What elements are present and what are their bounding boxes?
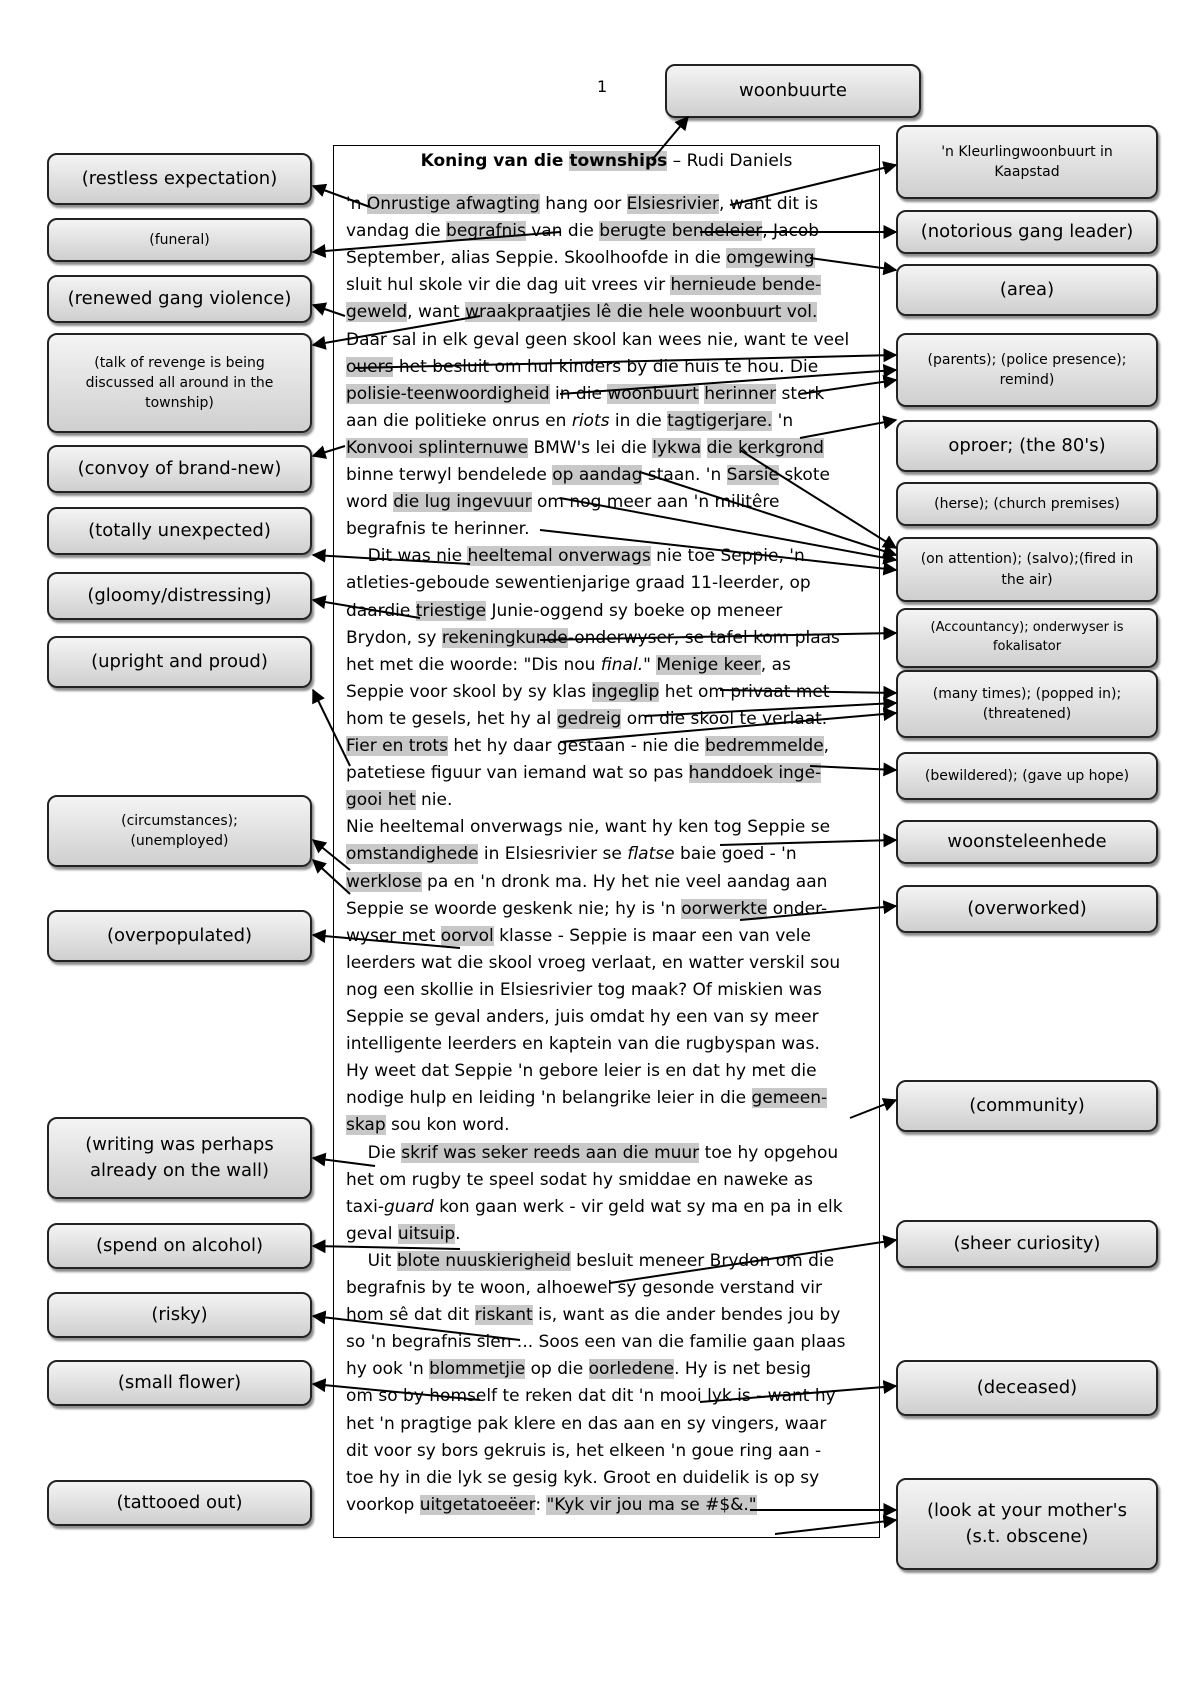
note-text: (look at your mother's [926, 1499, 1127, 1521]
highlighted-word: die lug ingevuur [393, 492, 532, 513]
note-text: (convoy of brand-new) [77, 457, 282, 479]
highlighted-word: die kerkgrond [706, 437, 824, 458]
highlighted-word: geweld [346, 302, 408, 323]
note-text: (overworked) [967, 897, 1087, 919]
text-run: binne terwyl bendelede [346, 465, 553, 485]
text-run: , want dit is [718, 194, 819, 214]
article-line [346, 519, 530, 539]
note-text: Kaapstad [994, 164, 1060, 180]
article-line [346, 1143, 838, 1163]
article-line [346, 1441, 821, 1461]
text-run: leerders wat die skool vroeg verlaat, en watter verskil sou [346, 952, 841, 973]
text-run: om die skool te verlaat. [621, 708, 828, 729]
article-line [346, 1468, 819, 1488]
text-run: besluit meneer Brydon om die [570, 1250, 835, 1271]
highlighted-word: gooi het [346, 790, 416, 811]
article-line [346, 1197, 843, 1217]
page-number: 1 [597, 77, 608, 96]
text-run: September, alias Seppie. Skoolhoofde in die [346, 248, 727, 269]
text-run: skote [778, 465, 830, 485]
note-text: (upright and proud) [91, 650, 268, 672]
highlighted-word: heeltemal onverwags [467, 546, 651, 567]
note-text: (many times); (popped in); [932, 685, 1122, 702]
text-run: Hy weet dat Seppie 'n gebore leier is en dat hy met die [346, 1061, 817, 1082]
note-woonsteleenhede [896, 820, 1158, 864]
text-run: kon gaan werk - vir geld wat sy ma en pa in elk [433, 1196, 843, 1217]
highlighted-word: rekeningkunde [441, 627, 568, 648]
text-run: toe hy in die lyk se gesig kyk. Groot en duidelik is op sy [346, 1467, 820, 1488]
note-text: (funeral) [149, 231, 210, 248]
text-run: 'n [772, 410, 794, 431]
highlighted-word: riskant [474, 1305, 533, 1326]
note-text: township) [145, 395, 214, 412]
highlighted-word: oorledene [588, 1359, 675, 1380]
text-run: baie goed - 'n [674, 844, 797, 865]
note-woonbuurte [665, 64, 921, 118]
text-run: Brydon, sy [346, 627, 442, 648]
note-text: (talk of revenge is being [94, 354, 265, 371]
text-run: vandag die [346, 221, 447, 242]
text-run: patetiese figuur van iemand wat so pas [346, 763, 689, 784]
article-line [346, 682, 830, 702]
italic-word: flatse [627, 844, 675, 865]
text-run: 'n [346, 194, 367, 214]
article-line [346, 1224, 461, 1244]
note-text: (overpopulated) [106, 924, 253, 946]
text-run: , Jacob [762, 221, 820, 242]
text-run: in Elsiesrivier se [478, 844, 628, 865]
text-run: sluit hul skole vir die dag uit vrees vir [346, 275, 671, 296]
highlighted-word: oorvol [440, 925, 494, 946]
article-line [346, 872, 827, 892]
article-line [346, 573, 811, 593]
highlighted-word: gemeen- [751, 1088, 828, 1109]
text-run: het met die woorde: "Dis nou [346, 654, 601, 675]
note-many-times [896, 670, 1158, 738]
highlighted-word: skap [346, 1115, 386, 1136]
highlighted-word: omgewing [726, 248, 815, 269]
note-upright-and-proud [47, 636, 312, 688]
note-parents-police [896, 333, 1158, 407]
text-run: taxi- [346, 1196, 385, 1217]
highlighted-word: uitsuip [397, 1223, 456, 1244]
note-oproer [896, 420, 1158, 472]
article-line [346, 357, 818, 377]
article-line [346, 330, 849, 350]
text-run: geval [346, 1223, 398, 1244]
text-run: Seppie voor skool by sy klas [346, 681, 592, 702]
note-text: (Accountancy); onderwyser is [930, 620, 1124, 636]
note-text: 'n Kleurlingwoonbuurt in [941, 143, 1113, 160]
text-run: aan die politieke onrus en [346, 410, 572, 431]
text-run: hom te gesels, het hy al [346, 708, 557, 729]
highlighted-word: ouers [346, 356, 394, 377]
highlighted-word: Konvooi splinternuwe [346, 437, 529, 458]
article-line [346, 1115, 509, 1135]
note-circumstances [47, 795, 312, 867]
article-line [346, 492, 779, 512]
text-run: het om rugby te speel sodat hy smiddae en naweke as [346, 1169, 814, 1190]
note-community [896, 1080, 1158, 1132]
note-text: discussed all around in the [85, 374, 274, 391]
text-run: Seppie se woorde geskenk nie; hy is 'n [346, 898, 682, 919]
note-notorious-gang-leader [896, 210, 1158, 254]
article-line [346, 817, 830, 837]
note-text: the air) [1001, 571, 1053, 588]
highlighted-word: gedreig [556, 708, 622, 729]
note-text: already on the wall) [89, 1160, 270, 1181]
article-line [346, 1034, 820, 1054]
note-text: woonbuurte [739, 79, 847, 101]
text-run: Nie heeltemal onverwags nie, want hy ken tog Seppie se [346, 817, 831, 838]
note-text: woonsteleenhede [947, 830, 1107, 852]
text-run: hang oor [539, 194, 627, 214]
highlighted-word: Menige keer [656, 654, 761, 675]
article-line [346, 601, 782, 621]
text-run: om so by homself te reken dat dit 'n mooi lyk is - want hy [346, 1386, 836, 1407]
note-sheer-curiosity [896, 1220, 1158, 1268]
highlighted-word: skrif was seker reeds aan die muur [401, 1142, 700, 1163]
note-salvo [896, 537, 1158, 602]
text-run: daardie [346, 600, 416, 621]
article-line [346, 1359, 811, 1379]
highlighted-word: blote nuuskierigheid [396, 1250, 571, 1271]
article-line [346, 411, 793, 431]
text-run: het hy daar gestaan - nie die [447, 736, 705, 756]
text-run: pa en 'n dronk ma. Hy het nie veel aandag aan [421, 871, 828, 892]
text-run: sterk [776, 383, 825, 404]
highlighted-word: wraakpraatjies lê die hele woonbuurt vol. [465, 302, 818, 323]
note-overpopulated [47, 910, 312, 962]
article-line [346, 1170, 813, 1190]
text-run: Junie-oggend sy boeke op meneer [486, 600, 783, 621]
text-run: staan. 'n [642, 465, 727, 485]
text-run: het 'n pragtige pak klere en das aan en sy vingers, waar [346, 1413, 827, 1434]
note-funeral [47, 218, 312, 262]
article-line [346, 1332, 846, 1352]
italic-word: riots [571, 410, 610, 431]
highlighted-word: lykwa [652, 437, 702, 458]
note-text: (notorious gang leader) [920, 220, 1134, 242]
note-text: (restless expectation) [81, 167, 278, 189]
article-line [346, 899, 827, 919]
note-restless-expectation [47, 153, 312, 205]
article-line [346, 1305, 840, 1325]
text-run: dit voor sy bors gekruis is, het elkeen 'n goue ring aan - [346, 1440, 822, 1461]
text-run: toe hy opgehou [699, 1142, 839, 1163]
text-run: voorkop [346, 1494, 420, 1515]
note-look-at-your-mother [896, 1478, 1158, 1570]
article-line [346, 302, 817, 322]
text-run [701, 438, 706, 458]
highlighted-word: omstandighede [346, 844, 479, 865]
text-run: begrafnis te herinner. [346, 519, 530, 540]
text-run: Uit [346, 1250, 397, 1271]
title-text: Koning van die [420, 151, 570, 171]
text-run: begrafnis by te woon, alhoewel sy gesonde verstand vir [346, 1278, 822, 1298]
article-line [346, 1061, 817, 1081]
highlighted-word: Fier en trots [346, 736, 448, 756]
article-line [346, 763, 821, 783]
text-run: het om privaat met [659, 681, 830, 702]
article-line [346, 194, 818, 214]
note-tattooed-out [47, 1480, 312, 1526]
note-text: (risky) [151, 1303, 208, 1325]
text-run: : [535, 1494, 547, 1515]
text-run: onder- [767, 898, 828, 919]
text-run: . Hy is net besig [674, 1359, 812, 1380]
text-run: nog een skollie in Elsiesrivier tog maak? Of miskien was [346, 979, 822, 1000]
text-run: " [643, 654, 657, 675]
highlighted-word: blommetjie [429, 1359, 526, 1380]
highlighted-word: triestige [415, 600, 487, 621]
note-text: (herse); (church premises) [934, 495, 1120, 512]
note-text: (unemployed) [130, 833, 229, 849]
note-text: remind) [999, 372, 1055, 388]
text-run: Seppie se geval anders, juis omdat hy een van sy meer [346, 1007, 819, 1027]
note-text: (renewed gang violence) [67, 287, 292, 309]
article-line [346, 1414, 826, 1434]
note-deceased [896, 1360, 1158, 1416]
text-run: om nog meer aan 'n militêre [531, 492, 780, 513]
text-run: intelligente leerders en kaptein van die rugbyspan was. [346, 1034, 820, 1055]
article-line [346, 438, 824, 458]
note-talk-of-revenge [47, 333, 312, 433]
note-kleurlingwoonbuurt [896, 125, 1158, 199]
article-line [346, 926, 811, 946]
text-run: -onderwyser, se tafel kom plaas [567, 627, 840, 648]
highlighted-word: Sarsie [726, 465, 779, 485]
article-line [346, 709, 827, 729]
note-text: (gloomy/distressing) [87, 584, 272, 606]
note-text: (totally unexpected) [88, 519, 271, 541]
note-text: (on attention); (salvo);(fired in [920, 551, 1134, 568]
text-run: , as [760, 654, 791, 675]
note-text: (area) [999, 278, 1055, 300]
highlighted-word: op aandag [552, 465, 643, 485]
article-line [346, 275, 821, 295]
highlighted-word: uitgetatoeëer [419, 1494, 536, 1515]
note-text: fokalisator [992, 639, 1062, 654]
article-line [346, 546, 805, 566]
note-bewildered [896, 752, 1158, 800]
article-line [346, 844, 797, 864]
article-line [346, 1278, 822, 1298]
article-line [346, 628, 840, 648]
article-line [346, 790, 452, 810]
article-line [346, 1088, 827, 1108]
title-author: – Rudi Daniels [667, 151, 793, 171]
note-totally-unexpected [47, 507, 312, 555]
note-text: (sheer curiosity) [953, 1232, 1101, 1254]
highlighted-word: oorwerkte [681, 898, 768, 919]
text-run: hy ook 'n [346, 1359, 430, 1380]
title-highlight: townships [569, 151, 668, 171]
article-frame [333, 145, 880, 1538]
note-convoy [47, 445, 312, 493]
highlighted-word: handdoek inge- [688, 763, 822, 784]
highlighted-word: Elsiesrivier [626, 194, 719, 214]
article-line [346, 655, 791, 675]
italic-word: final. [600, 654, 644, 675]
text-run: sou kon word. [385, 1115, 510, 1136]
note-text: oproer; (the 80's) [948, 434, 1106, 456]
text-run: in die [549, 383, 608, 404]
article-line [346, 1386, 836, 1406]
note-text: (spend on alcohol) [96, 1234, 263, 1256]
article-line [346, 1495, 757, 1515]
article-line [346, 465, 830, 485]
article-line [346, 221, 819, 241]
note-area [896, 264, 1158, 316]
highlighted-word: woonbuurt [607, 383, 699, 404]
highlighted-word: ingeglip [591, 681, 660, 702]
note-herse [896, 482, 1158, 526]
highlighted-word: hernieude bende- [670, 275, 822, 296]
text-run: . [455, 1223, 461, 1244]
note-risky [47, 1292, 312, 1338]
note-accountancy [896, 608, 1158, 668]
note-writing-on-the-wall [47, 1117, 312, 1199]
text-run: Dit was nie [346, 546, 468, 567]
note-text: (deceased) [976, 1376, 1078, 1398]
text-run: op die [525, 1359, 589, 1380]
highlighted-word: polisie-teenwoordigheid [346, 383, 550, 404]
text-run: nie. [415, 790, 453, 811]
text-run: nie toe Seppie, 'n [650, 546, 805, 567]
text-run: is, want as die ander bendes jou by [532, 1305, 841, 1326]
highlighted-word: werklose [346, 871, 422, 892]
article-line [346, 248, 815, 268]
article-line [346, 736, 829, 756]
note-gloomy [47, 572, 312, 620]
note-text: (bewildered); (gave up hope) [924, 767, 1130, 784]
note-small-flower [47, 1360, 312, 1406]
article-line [346, 980, 822, 1000]
highlighted-word: Onrustige afwagting [366, 194, 540, 214]
text-run: so 'n begrafnis sien ... Soos een van die familie gaan plaas [346, 1332, 846, 1353]
note-text: (circumstances); [121, 812, 238, 829]
text-run: Die [346, 1142, 402, 1163]
highlighted-word: tagtigerjare. [667, 410, 773, 431]
text-run: van die [525, 221, 600, 242]
text-run: , want [407, 302, 466, 323]
text-run: atleties-geboude sewentienjarige graad 11-leerder, op [346, 573, 811, 594]
article-title [334, 151, 879, 171]
note-overworked [896, 885, 1158, 933]
text-run: BMW's lei die [528, 437, 653, 458]
article-line [346, 384, 824, 404]
article-line [346, 1007, 819, 1027]
note-text: (community) [969, 1094, 1085, 1116]
text-run: in die [609, 410, 668, 431]
note-text: (s.t. obscene) [965, 1526, 1089, 1547]
article-line [346, 1251, 834, 1271]
text-run: klasse - Seppie is maar een van vele [493, 925, 811, 946]
text-run: Daar sal in elk geval geen skool kan wees nie, want te veel [346, 329, 850, 350]
text-run: nodige hulp en leiding 'n belangrike leier in die [346, 1088, 752, 1109]
text-run: wyser met [346, 925, 441, 946]
note-text: (writing was perhaps [85, 1133, 274, 1155]
note-text: (tattooed out) [116, 1491, 243, 1513]
text-run: word [346, 492, 394, 513]
note-renewed-gang-violence [47, 275, 312, 323]
text-run: hom sê dat dit [346, 1305, 475, 1326]
highlighted-word: begrafnis [446, 221, 526, 242]
highlighted-word: berugte bendeleier [599, 221, 763, 242]
note-text: (threatened) [982, 706, 1072, 722]
note-text: (small flower) [117, 1371, 242, 1393]
highlighted-word: "Kyk vir jou ma se #$&." [546, 1494, 757, 1515]
note-text: (parents); (police presence); [927, 351, 1127, 368]
highlighted-word: bedremmelde [705, 736, 824, 756]
text-run: , [823, 736, 830, 756]
highlighted-word: herinner [704, 383, 777, 404]
italic-word: guard [384, 1196, 434, 1217]
text-run: het besluit om hul kinders by die huis te hou. Die [393, 356, 819, 377]
note-spend-on-alcohol [47, 1223, 312, 1269]
article-line [346, 953, 840, 973]
